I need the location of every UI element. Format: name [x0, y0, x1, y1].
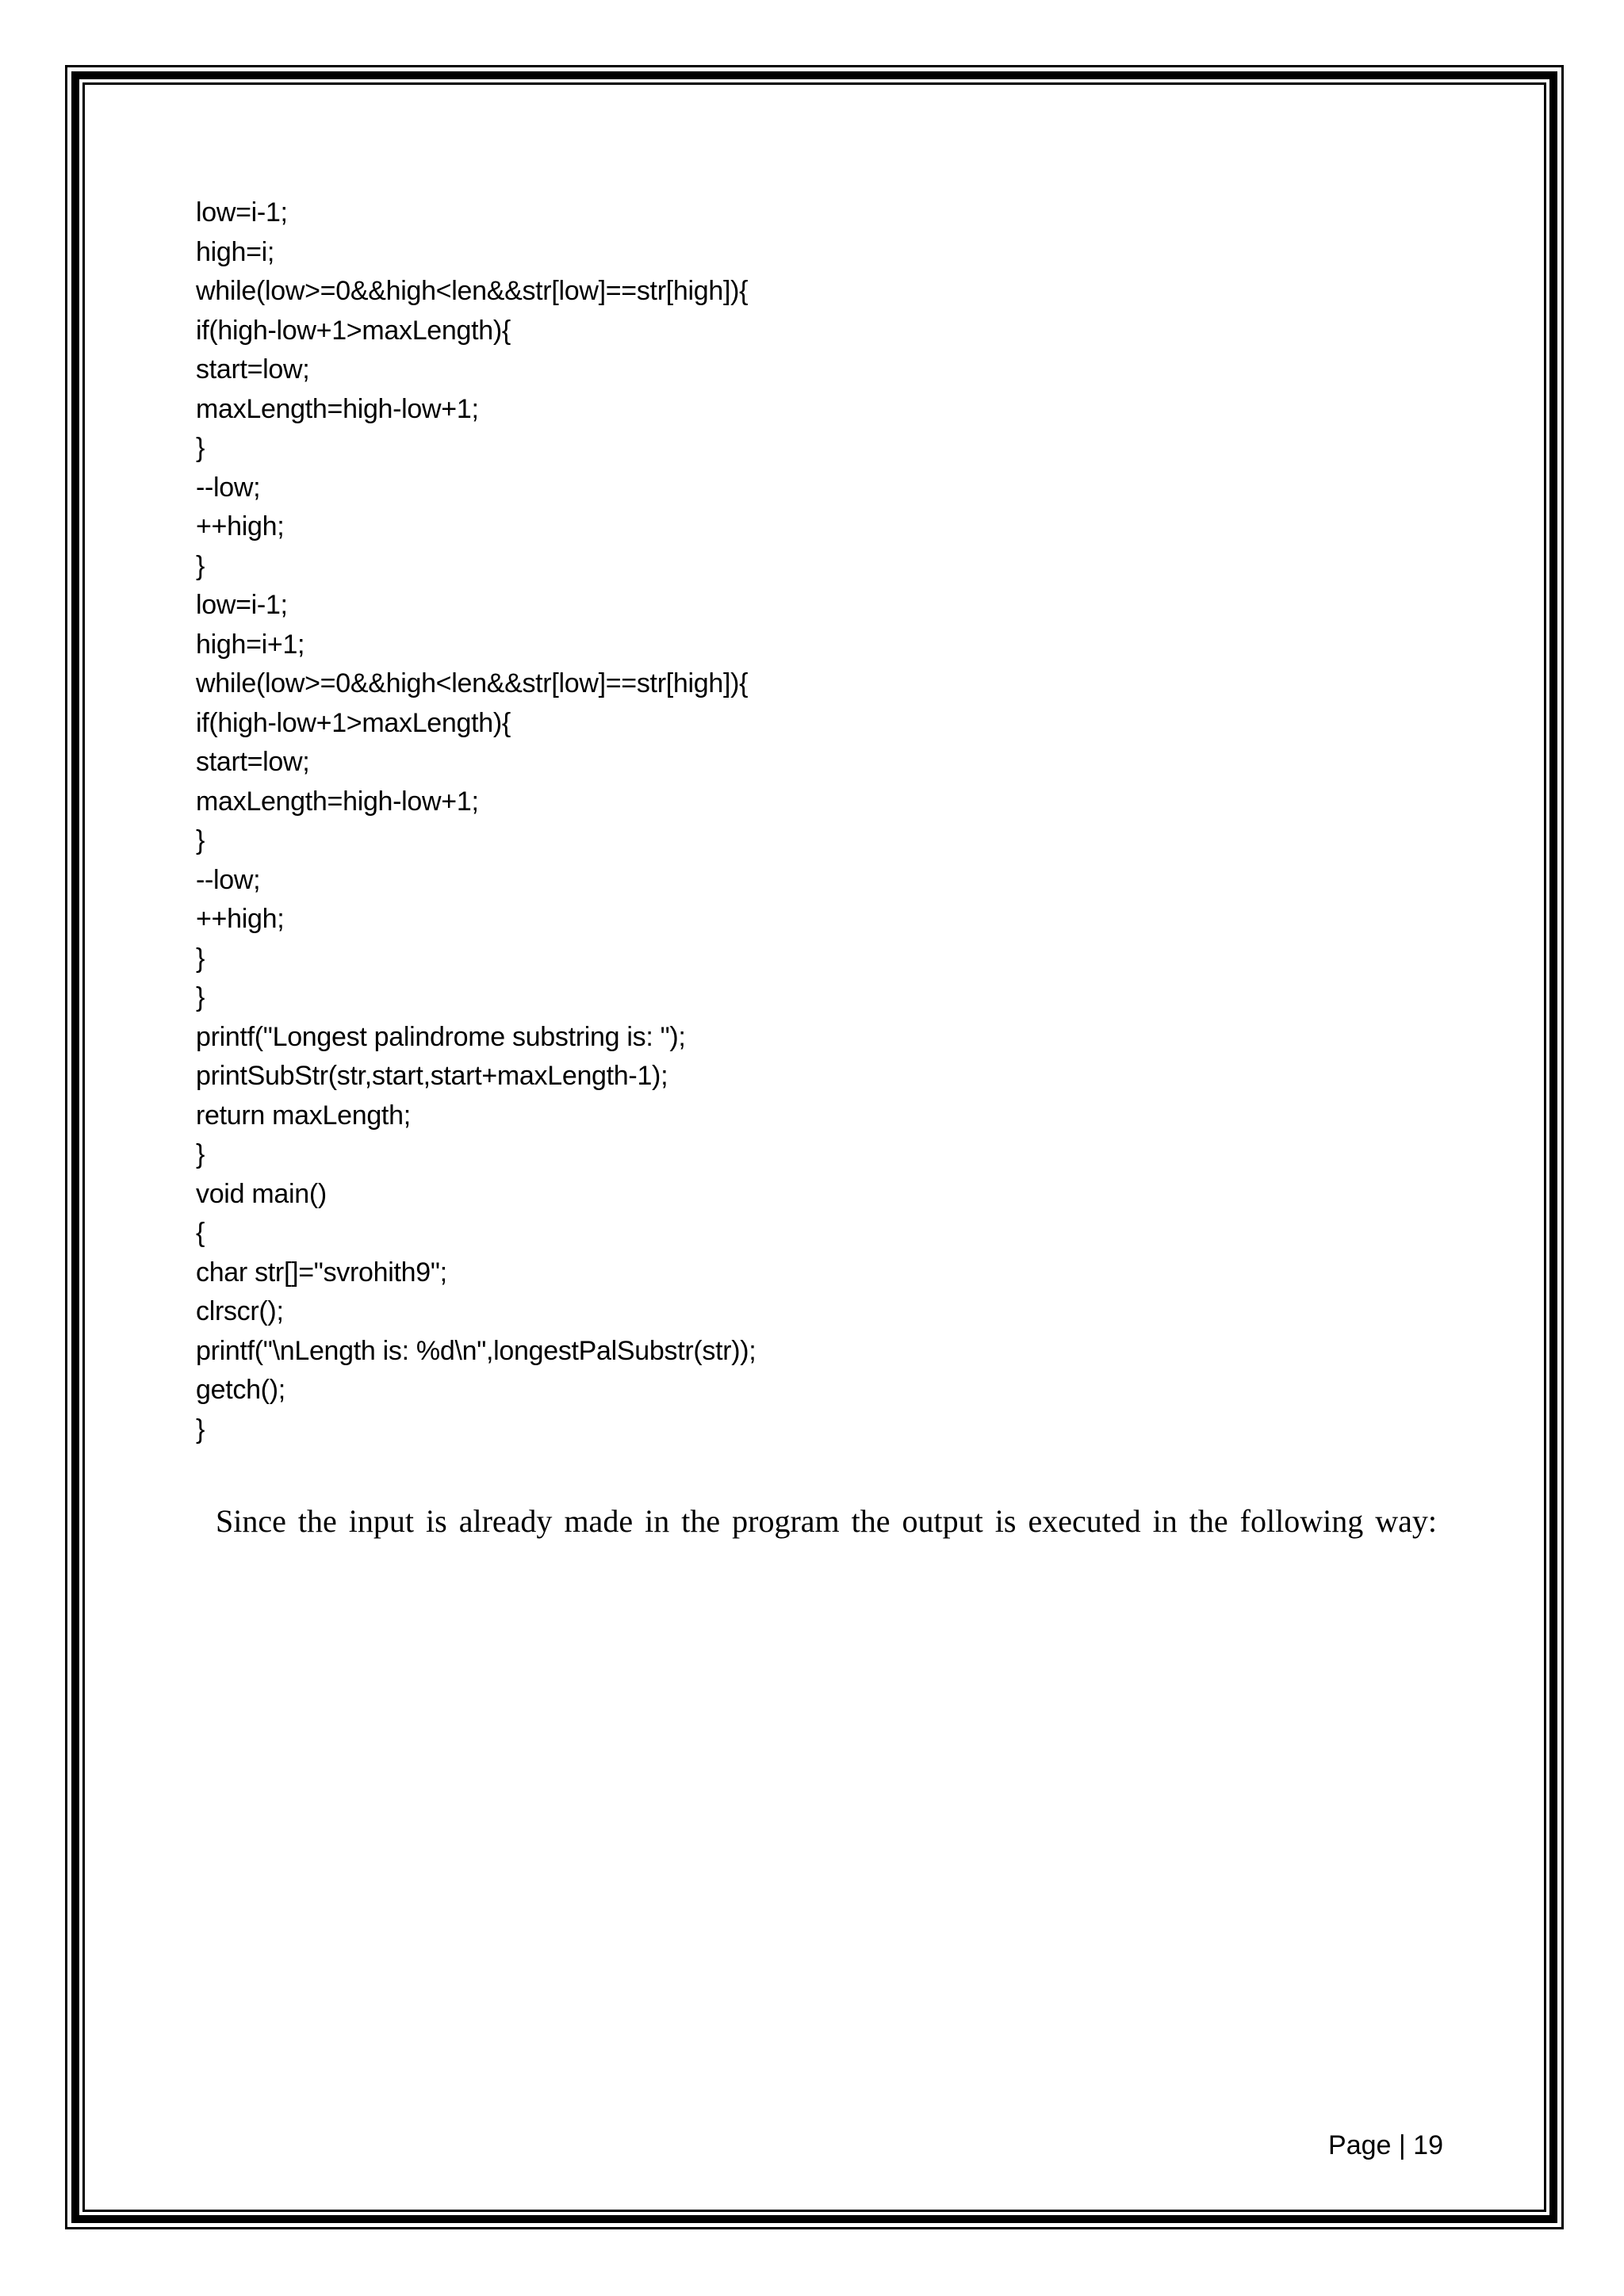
code-line: char str[]="svrohith9";	[196, 1257, 447, 1288]
code-line: }	[196, 982, 205, 1012]
code-line: getch();	[196, 1375, 285, 1405]
code-line: high=i+1;	[196, 629, 305, 660]
code-line: return maxLength;	[196, 1100, 411, 1131]
code-line: low=i-1;	[196, 197, 288, 228]
code-line: --low;	[196, 864, 261, 895]
code-line: printSubStr(str,start,start+maxLength-1);	[196, 1061, 668, 1091]
code-line: {	[196, 1218, 205, 1248]
code-line: if(high-low+1>maxLength){	[196, 707, 511, 738]
code-line: }	[196, 1414, 205, 1445]
code-line: ++high;	[196, 904, 285, 934]
code-line: maxLength=high-low+1;	[196, 393, 479, 424]
code-line: }	[196, 1139, 205, 1169]
page-number: Page | 19	[1328, 2130, 1443, 2160]
code-line: }	[196, 825, 205, 855]
code-line: printf("Longest palindrome substring is: ");	[196, 1021, 686, 1052]
code-line: maxLength=high-low+1;	[196, 786, 479, 817]
code-line: while(low>=0&&high<len&&str[low]==str[high]){	[196, 668, 749, 698]
code-line: }	[196, 550, 205, 581]
code-line: --low;	[196, 472, 261, 503]
code-line: }	[196, 433, 205, 463]
code-line: void main()	[196, 1178, 327, 1209]
code-line: }	[196, 943, 205, 974]
code-line: high=i;	[196, 236, 275, 267]
code-line: clrscr();	[196, 1296, 284, 1326]
code-line: printf("\nLength is: %d\n",longestPalSubstr(str));	[196, 1335, 756, 1366]
output-caption: Since the input is already made in the program the output is executed in the following way:	[216, 1503, 1437, 1539]
code-line: if(high-low+1>maxLength){	[196, 315, 511, 346]
code-line: start=low;	[196, 747, 310, 777]
code-line: ++high;	[196, 511, 285, 541]
code-line: start=low;	[196, 354, 310, 385]
code-line: while(low>=0&&high<len&&str[low]==str[high]){	[196, 276, 749, 306]
code-line: low=i-1;	[196, 590, 288, 620]
code-block	[196, 193, 1465, 1449]
